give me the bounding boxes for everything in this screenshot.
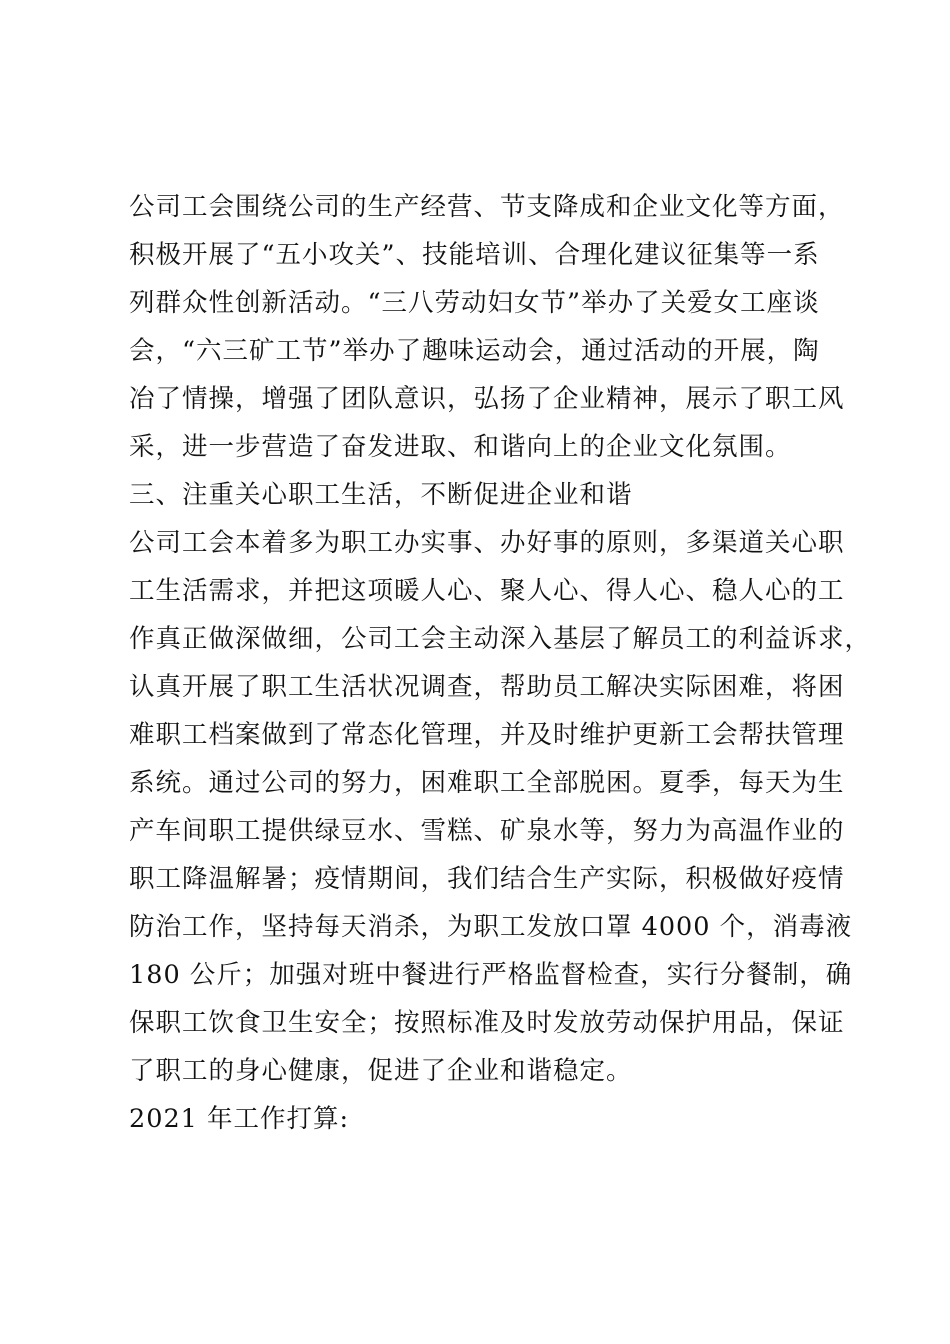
paragraph-line: 采，进一步营造了奋发进取、和谐向上的企业文化氛围。 [129, 432, 792, 462]
paragraph-line: 冶了情操，增强了团队意识，弘扬了企业精神，展示了职工风 [129, 384, 845, 414]
paragraph-line: 系统。通过公司的努力，困难职工全部脱困。夏季，每天为生 [129, 768, 845, 798]
paragraph-line: 工生活需求，并把这项暖人心、聚人心、得人心、稳人心的工 [129, 576, 845, 606]
paragraph-line: 产车间职工提供绿豆水、雪糕、矿泉水等，努力为高温作业的 [129, 816, 845, 846]
paragraph-line: 公司工会本着多为职工办实事、办好事的原则，多渠道关心职 [129, 528, 845, 558]
paragraph-line: 列群众性创新活动。“三八劳动妇女节”举办了关爱女工座谈 [129, 288, 820, 318]
paragraph-line: 会，“六三矿工节”举办了趣味运动会，通过活动的开展，陶 [129, 336, 820, 366]
paragraph-line: 防治工作，坚持每天消杀，为职工发放口罩 4000 个，消毒液 [129, 912, 853, 942]
paragraph-line: 保职工饮食卫生安全；按照标准及时发放劳动保护用品，保证 [129, 1008, 845, 1038]
paragraph-line: 职工降温解暑；疫情期间，我们结合生产实际，积极做好疫情 [129, 864, 845, 894]
paragraph-line: 了职工的身心健康，促进了企业和谐稳定。 [129, 1056, 633, 1086]
paragraph-line: 180 公斤；加强对班中餐进行严格监督检查，实行分餐制，确 [129, 960, 853, 990]
paragraph-line: 难职工档案做到了常态化管理，并及时维护更新工会帮扶管理 [129, 720, 845, 750]
paragraph-line: 认真开展了职工生活状况调查，帮助员工解决实际困难，将困 [129, 672, 845, 702]
paragraph-line: 公司工会围绕公司的生产经营、节支降成和企业文化等方面， [129, 192, 845, 222]
paragraph-line: 积极开展了“五小攻关”、技能培训、合理化建议征集等一系 [129, 240, 820, 270]
paragraph-line: 作真正做深做细，公司工会主动深入基层了解员工的利益诉求， [129, 624, 872, 654]
section-heading: 三、注重关心职工生活，不断促进企业和谐 [129, 480, 633, 510]
work-plan-heading: 2021 年工作打算: [129, 1104, 350, 1134]
document-body [129, 183, 872, 1163]
